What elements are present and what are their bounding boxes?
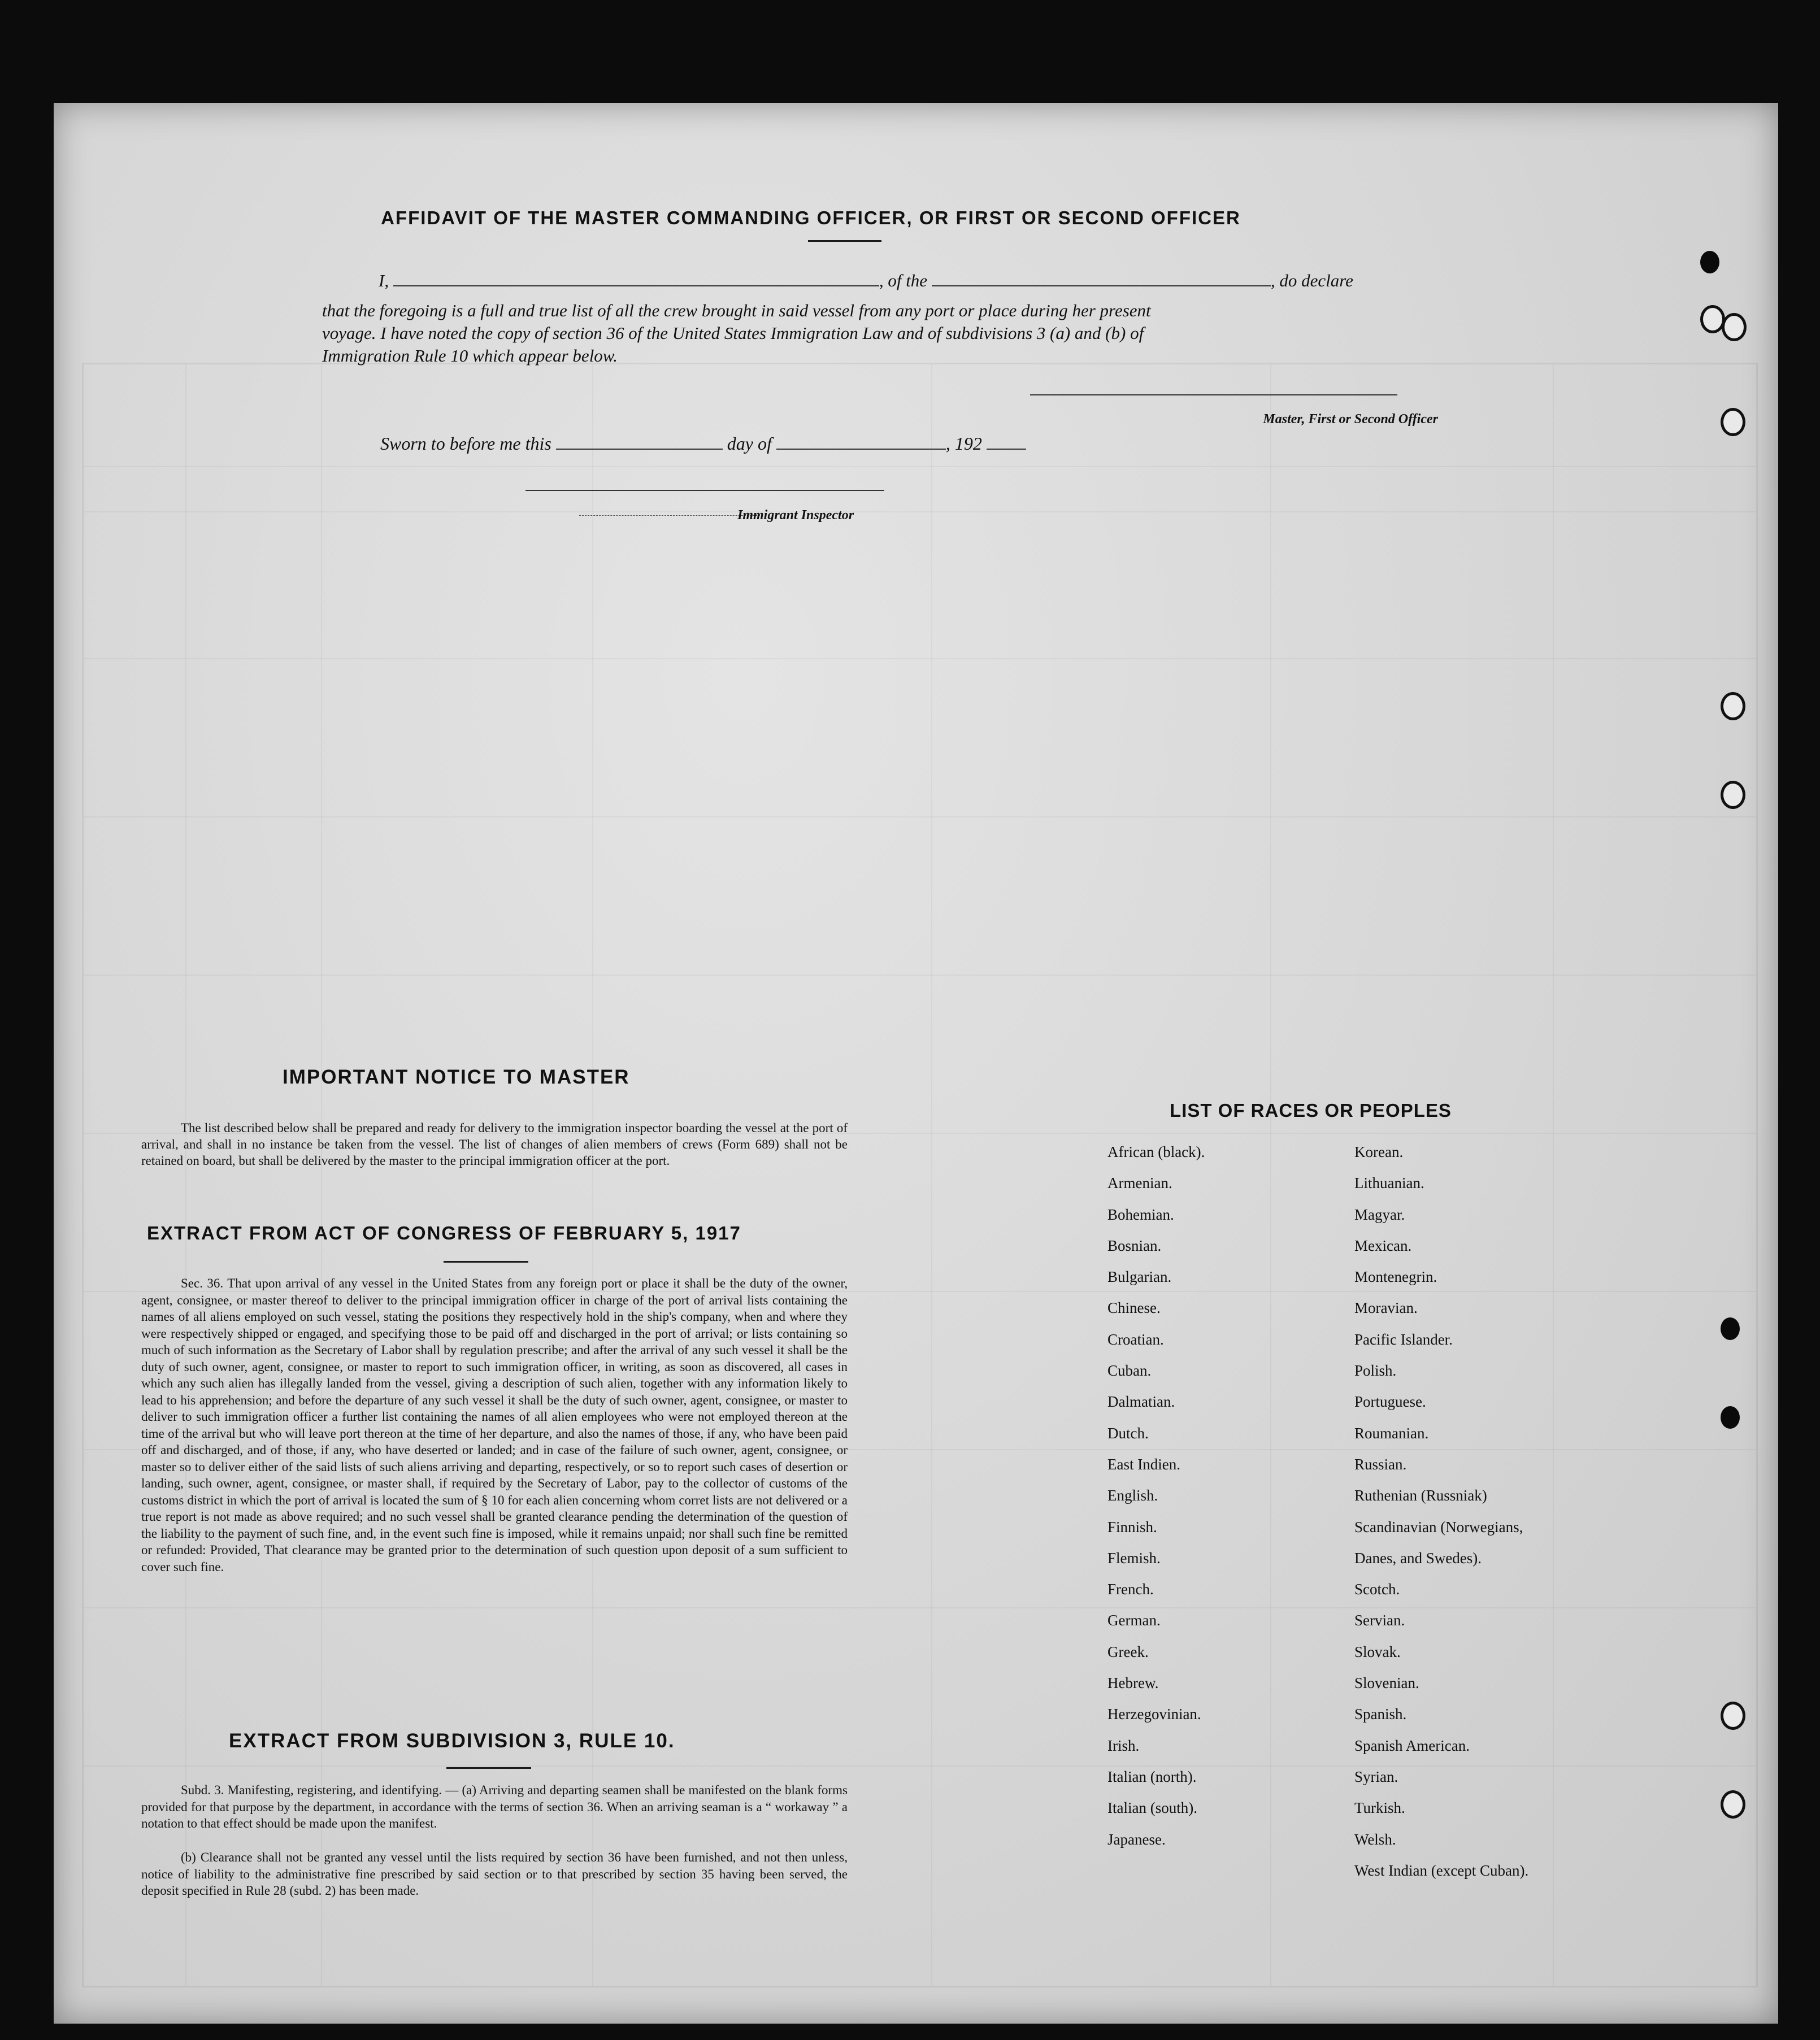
punch-hole: [1721, 1406, 1740, 1429]
race-item: Welsh.: [1354, 1830, 1396, 1848]
act-title: EXTRACT FROM ACT OF CONGRESS OF FEBRUARY 5, 1917: [147, 1223, 741, 1243]
punch-hole: [1721, 1317, 1740, 1340]
inspector-caption: Immigrant Inspector: [737, 508, 854, 523]
race-item: Herzegovinian.: [1107, 1706, 1201, 1723]
race-item: Italian (north).: [1107, 1768, 1197, 1785]
rule-title: EXTRACT FROM SUBDIVISION 3, RULE 10.: [229, 1730, 675, 1752]
punch-hole: [1721, 408, 1745, 436]
race-item: Pacific Islander.: [1354, 1330, 1453, 1348]
master-caption: Master, First or Second Officer: [1263, 412, 1438, 427]
race-item: Danes, and Swedes).: [1354, 1549, 1482, 1567]
race-item: German.: [1107, 1612, 1161, 1629]
race-item: Slovak.: [1354, 1643, 1401, 1660]
race-item: Japanese.: [1107, 1830, 1166, 1848]
race-item: Hebrew.: [1107, 1674, 1159, 1692]
punch-hole: [1700, 251, 1719, 273]
race-item: Ruthenian (Russniak): [1354, 1487, 1487, 1504]
race-item: Dalmatian.: [1107, 1393, 1175, 1411]
race-item: Portuguese.: [1354, 1393, 1426, 1411]
race-item: Spanish American.: [1354, 1737, 1470, 1754]
affidavit-line-2: that the foregoing is a full and true list of all the crew brought in said vessel from any port or place during her present: [322, 301, 1151, 320]
race-item: Flemish.: [1107, 1549, 1161, 1567]
race-item: Korean.: [1354, 1143, 1404, 1160]
punch-hole: [1721, 1702, 1745, 1730]
race-item: Greek.: [1107, 1643, 1149, 1660]
race-item: Italian (south).: [1107, 1799, 1197, 1817]
sworn-day-of: day of: [727, 433, 772, 454]
race-item: Chinese.: [1107, 1299, 1161, 1317]
race-item: Roumanian.: [1354, 1424, 1429, 1442]
race-item: Scandinavian (Norwegians,: [1354, 1518, 1523, 1536]
race-item: Bohemian.: [1107, 1206, 1174, 1223]
sworn-month-blank[interactable]: [776, 449, 946, 450]
race-item: Finnish.: [1107, 1518, 1157, 1536]
affidavit-of-the: , of the: [879, 271, 928, 290]
race-item: Lithuanian.: [1354, 1175, 1424, 1192]
act-title-rule: [444, 1261, 528, 1263]
affidavit-line-4: Immigration Rule 10 which appear below.: [322, 346, 618, 366]
punch-hole: [1721, 1790, 1745, 1819]
rule-title-rule: [446, 1767, 531, 1769]
sworn-day-blank[interactable]: [556, 449, 723, 450]
race-item: Bosnian.: [1107, 1237, 1162, 1254]
race-item: French.: [1107, 1581, 1154, 1598]
punch-hole: [1722, 313, 1747, 341]
affidavit-line-1: [379, 271, 1452, 291]
race-item: Montenegrin.: [1354, 1268, 1437, 1286]
race-item: Bulgarian.: [1107, 1268, 1172, 1286]
inspector-dash-line: [579, 515, 760, 516]
race-item: Cuban.: [1107, 1362, 1152, 1380]
race-item: Syrian.: [1354, 1768, 1398, 1785]
race-item: Moravian.: [1354, 1299, 1418, 1317]
document-page: [54, 103, 1778, 2024]
master-signature-line[interactable]: [1030, 394, 1397, 395]
name-blank[interactable]: [393, 285, 879, 286]
punch-hole: [1721, 692, 1745, 720]
affidavit-i: I,: [379, 271, 389, 290]
races-column-1: [1107, 1137, 1205, 1855]
race-item: Russian.: [1354, 1455, 1407, 1473]
affidavit-title: AFFIDAVIT OF THE MASTER COMMANDING OFFICER, OR FIRST OR SECOND OFFICER: [381, 207, 1241, 228]
inspector-signature-line[interactable]: [525, 490, 884, 491]
race-item: Irish.: [1107, 1737, 1140, 1754]
race-item: Magyar.: [1354, 1206, 1405, 1223]
race-item: Polish.: [1354, 1362, 1397, 1380]
race-item: English.: [1107, 1487, 1158, 1504]
race-item: African (black).: [1107, 1143, 1205, 1160]
sworn-text: Sworn to before me this: [380, 433, 551, 454]
race-item: Spanish.: [1354, 1706, 1407, 1723]
act-body: Sec. 36. That upon arrival of any vessel in the United States from any foreign port or place it shall be the duty of the owner, agent, consignee, or master thereof to deliver to the principal immigration officer in charge of the port of arrival lists containing the names of all aliens employed on such vessel, stating the positions they respectively hold in the ship's company, when and where they were respectively shipped or engaged, and specifying those to be paid off and discharged in the port of arrival; or lists containing so much of such information as the Secretary of Labor shall by regulation prescribe; and after the arrival of any such vessel it shall be the duty of such owner, agent, consignee, or master to report to such immigration officer, in writing, as soon as discovered, all cases in which any such alien has illegally landed from the vessel, giving a description of such alien, together with any information likely to lead to his apprehension; and before the departure of any such vessel it shall be the duty of such owner, agent, consignee, or master to deliver to such immigration officer a further list containing the names of all alien employees who were not employed thereon at the time of the arrival but who will leave port thereon at the time of her departure, and also the names of those, if any, who have been paid off and discharged, and of those, if any, who have deserted or landed; and in case of the failure of such owner, agent, consignee, or master so to deliver either of the said lists of such aliens arriving and departing, respectively, or so to report such cases of desertion or landing, such owner, agent, consignee, or master shall, if required by the Secretary of Labor, pay to the collector of customs of the customs district in which the port of arrival is located the sum of § 10 for each alien concerning whom corret lists are not delivered or a true report is not made as above required; and no such vessel shall be granted clearance pending the determination of the question of the liability to the payment of such fine, and, in the event such fine is imposed, while it remains unpaid; nor shall such fine be remitted or refunded: Provided, That clearance may be granted prior to the determination of such question upon deposit of a sum sufficient to cover such fine.: [141, 1276, 848, 1574]
race-item: Mexican.: [1354, 1237, 1412, 1254]
race-item: Servian.: [1354, 1612, 1405, 1629]
notice-title: IMPORTANT NOTICE TO MASTER: [283, 1066, 630, 1088]
race-item: Turkish.: [1354, 1799, 1405, 1817]
race-item: Croatian.: [1107, 1330, 1164, 1348]
notice-body: The list described below shall be prepared and ready for delivery to the immigration inspector boarding the vessel at the port of arrival, and shall in no instance be taken from the vessel. The list of changes of alien members of crews (Form 689) shall not be retained on board, but shall be delivered by the master to the principal immigration officer at the port.: [141, 1121, 848, 1168]
rule-para-a: Subd. 3. Manifesting, registering, and identifying. — (a) Arriving and departing seamen shall be manifested on the blank forms provided for that purpose by the department, in accordance with the terms of section 36. When an arriving seaman is a “ workaway ” a notation to that effect should be made upon the manifest.: [141, 1783, 848, 1830]
rule-para-b: (b) Clearance shall not be granted any vessel until the lists required by section 36 have been furnished, and not then unless, notice of liability to the administrative fine prescribed by said section or to that prescribed by section 35 having been served, the deposit specified in Rule 28 (subd. 2) has been made.: [141, 1850, 848, 1898]
punch-hole: [1721, 781, 1745, 809]
race-item: West Indian (except Cuban).: [1354, 1861, 1529, 1879]
race-item: East Indien.: [1107, 1455, 1180, 1473]
affidavit-title-rule: [808, 240, 881, 242]
races-title: LIST OF RACES OR PEOPLES: [1170, 1100, 1452, 1121]
vessel-blank[interactable]: [932, 285, 1271, 286]
race-item: Armenian.: [1107, 1175, 1172, 1192]
sworn-line: [380, 433, 1171, 454]
affidavit-do-declare: , do declare: [1270, 271, 1353, 290]
race-item: Dutch.: [1107, 1424, 1149, 1442]
race-item: Scotch.: [1354, 1581, 1400, 1598]
sworn-year: , 192: [945, 433, 982, 454]
sworn-year-blank[interactable]: [987, 449, 1026, 450]
race-item: Slovenian.: [1354, 1674, 1419, 1692]
races-column-2: [1354, 1137, 1528, 1886]
affidavit-line-3: voyage. I have noted the copy of section 36 of the United States Immigration Law and of subdivisions 3 (a) and (b) of: [322, 323, 1144, 343]
